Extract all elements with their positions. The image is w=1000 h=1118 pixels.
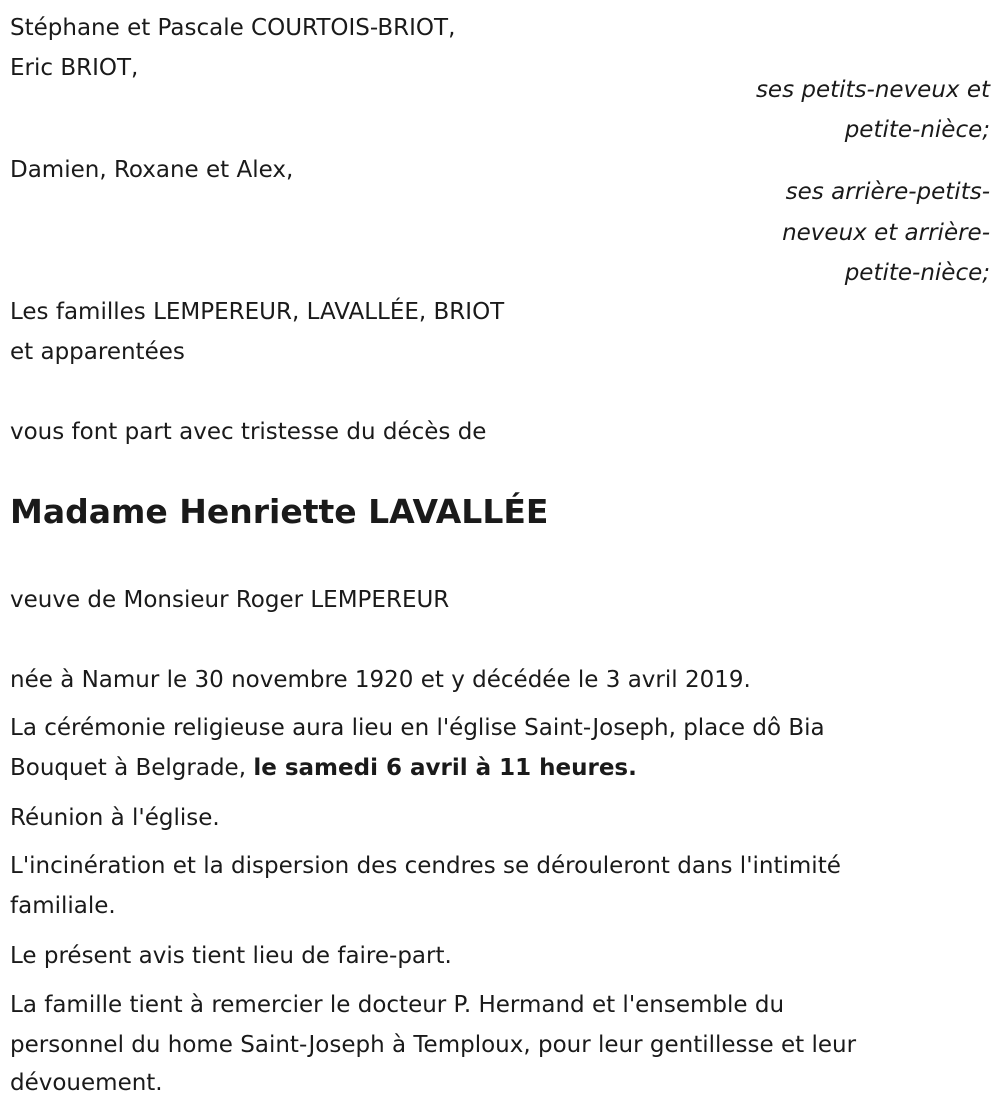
ceremony-text: La cérémonie religieuse aura lieu en l'église Saint-Joseph, place dô Bia [10,715,825,741]
family-line: Les familles LEMPEREUR, LAVALLÉE, BRIOT [10,299,505,325]
cremation-text: L'incinération et la dispersion des cendres se dérouleront dans l'intimité [10,853,841,879]
announcement-text: vous font part avec tristesse du décès de [10,419,487,445]
thanks-text: personnel du home Saint-Joseph à Temploux, pour leur gentillesse et leur [10,1032,857,1058]
family-line: Stéphane et Pascale COURTOIS-BRIOT, [10,15,456,41]
birth-death: née à Namur le 30 novembre 1920 et y décédée le 3 avril 2019. [10,667,751,693]
ceremony-text [10,748,637,788]
family-line: Eric BRIOT, [10,55,139,81]
deceased-name: Madame Henriette LAVALLÉE [10,492,549,531]
family-line: Damien, Roxane et Alex, [10,157,294,183]
thanks-text: dévouement. [10,1070,163,1096]
notice-text: Le présent avis tient lieu de faire-part. [10,943,452,969]
family-line: et apparentées [10,339,185,365]
ceremony-place: Bouquet à Belgrade, [10,755,254,781]
ceremony-date: le samedi 6 avril à 11 heures. [253,755,637,781]
relation-label: petite-nièce; [844,260,990,286]
relation-label: neveux et arrière- [782,220,990,246]
meeting-text: Réunion à l'église. [10,805,220,831]
widow-of: veuve de Monsieur Roger LEMPEREUR [10,587,450,613]
relation-label: ses arrière-petits- [785,179,990,205]
thanks-text: La famille tient à remercier le docteur P. Hermand et l'ensemble du [10,992,785,1018]
relation-label: ses petits-neveux et [755,77,990,103]
cremation-text: familiale. [10,893,116,919]
relation-label: petite-nièce; [844,117,990,143]
